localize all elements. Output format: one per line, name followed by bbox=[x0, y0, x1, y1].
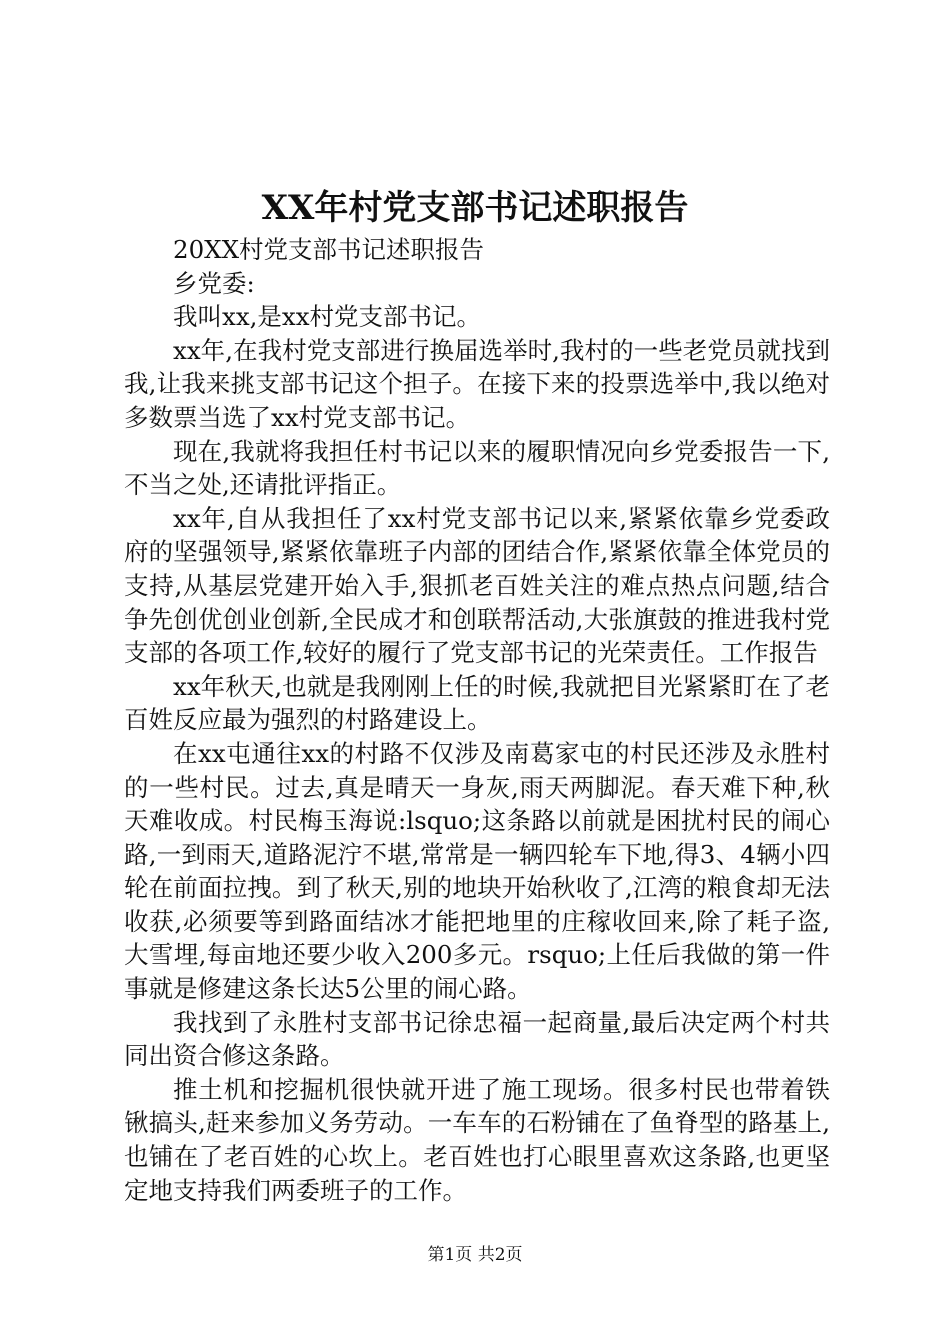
paragraph: 推土机和挖掘机很快就开进了施工现场。很多村民也带着铁锹搞头,赶来参加义务劳动。一车车的石粉铺在了鱼脊型的路基上,也铺在了老百姓的心坎上。老百姓也打心眼里喜欢这条路,也更坚定地支持我们两委班子的工作。 bbox=[124, 1074, 830, 1205]
paragraph: 我叫xx,是xx村党支部书记。 bbox=[173, 302, 482, 332]
paragraph: 在xx屯通往xx的村路不仅涉及南葛家屯的村民还涉及永胜村的一些村民。过去,真是晴天一身灰,雨天两脚泥。春天难下种,秋天难收成。村民梅玉海说:lsquo;这条路以前就是困扰村民的闹心路,一到雨天,道路泥泞不堪,常常是一辆四轮车下地,得3、4辆小四轮在前面拉拽。到了秋天,别的地块开始秋收了,江湾的粮食却无法收获,必须要等到路面结冰才能把地里的庄稼收回来,除了耗子盗,大雪埋,每亩地还要少收入200多元。rsquo;上任后我做的第一件事就是修建这条长达5公里的闹心路。 bbox=[124, 738, 830, 1004]
paragraph-subtitle: 20XX村党支部书记述职报告 bbox=[173, 235, 485, 264]
document-title: XX年村党支部书记述职报告 bbox=[261, 188, 689, 228]
paragraph: xx年,自从我担任了xx村党支部书记以来,紧紧依靠乡党委政府的坚强领导,紧紧依靠班子内部的团结合作,紧紧依靠全体党员的支持,从基层党建开始入手,狠抓老百姓关注的难点热点问题,结合争先创优创业创新,全民成才和创联帮活动,大张旗鼓的推进我村党支部的各项工作,较好的履行了党支部书记的光荣责任。工作报告 bbox=[124, 503, 830, 668]
paragraph: 现在,我就将我担任村书记以来的履职情况向乡党委报告一下,不当之处,还请批评指正。 bbox=[124, 436, 830, 500]
document-body bbox=[124, 233, 830, 1207]
paragraph: 我找到了永胜村支部书记徐忠福一起商量,最后决定两个村共同出资合修这条路。 bbox=[124, 1007, 830, 1071]
page-number-footer: 第1页 共2页 bbox=[427, 1245, 523, 1265]
paragraph-salutation: 乡党委: bbox=[173, 268, 255, 298]
paragraph: xx年,在我村党支部进行换届选举时,我村的一些老党员就找到我,让我来挑支部书记这个担子。在接下来的投票选举中,我以绝对多数票当选了xx村党支部书记。 bbox=[124, 335, 830, 432]
paragraph: xx年秋天,也就是我刚刚上任的时候,我就把目光紧紧盯在了老百姓反应最为强烈的村路建设上。 bbox=[124, 671, 830, 735]
